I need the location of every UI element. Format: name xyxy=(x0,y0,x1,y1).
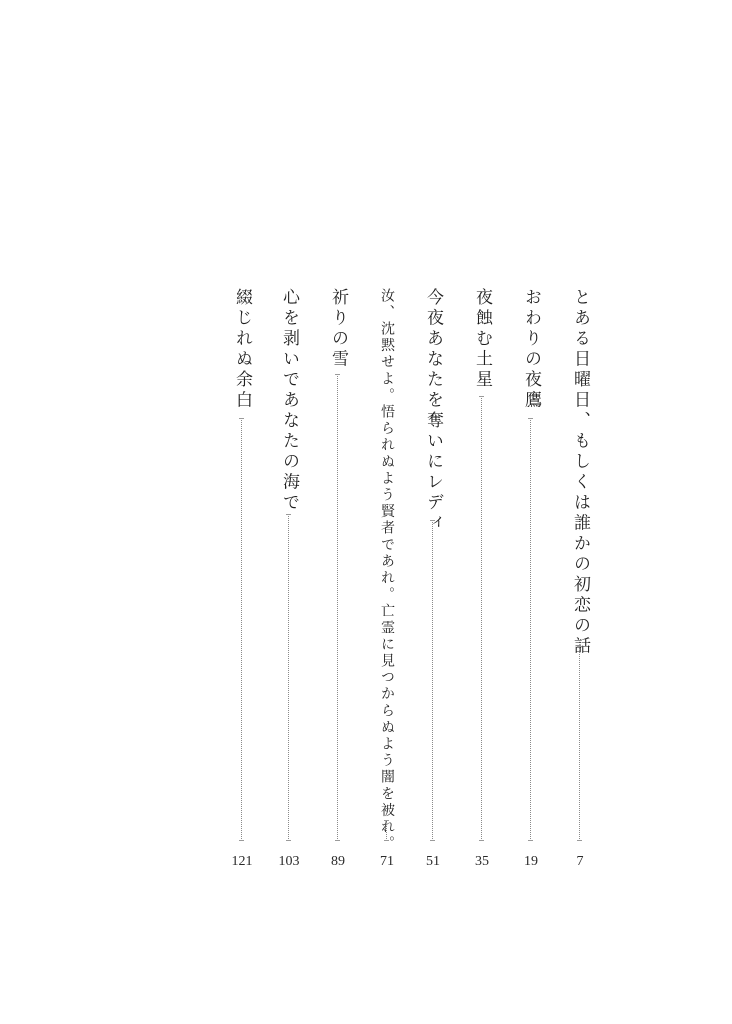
toc-page-number: 71 xyxy=(380,854,394,869)
toc-page-number: 19 xyxy=(524,854,538,869)
dotted-leader xyxy=(337,374,338,841)
toc-entry-title: 心を剥いであなたの海で xyxy=(279,288,299,514)
toc-entry[interactable] xyxy=(323,288,353,888)
dotted-leader xyxy=(386,820,387,841)
toc-entry[interactable] xyxy=(418,288,448,888)
toc-entry[interactable] xyxy=(467,288,497,888)
toc-entry-title: おわりの夜鷹 xyxy=(521,288,541,411)
dotted-leader xyxy=(530,418,531,841)
dotted-leader xyxy=(432,520,433,841)
toc-entry-title: 今夜あなたを奪いにレディ xyxy=(423,288,443,534)
toc-entry-title: 汝、沈黙せよ。悟られぬよう賢者であれ。亡霊に見つからぬよう闇を被れ。 xyxy=(379,288,395,853)
toc-page-number: 121 xyxy=(231,854,253,869)
dotted-leader xyxy=(241,418,242,841)
toc-entry-title: 夜蝕む土星 xyxy=(472,288,492,391)
toc-page-number: 51 xyxy=(426,854,440,869)
dotted-leader xyxy=(481,396,482,841)
toc-entry[interactable] xyxy=(565,288,595,888)
toc-page-number: 35 xyxy=(475,854,489,869)
toc-entry-title: とある日曜日、もしくは誰かの初恋の話 xyxy=(570,288,590,657)
dotted-leader xyxy=(288,514,289,841)
toc-entry[interactable] xyxy=(274,288,304,888)
toc-entry[interactable] xyxy=(227,288,257,888)
toc-entry[interactable] xyxy=(516,288,546,888)
toc-entry[interactable] xyxy=(372,288,402,888)
toc-entry-title: 祈りの雪 xyxy=(328,288,348,370)
toc-entry-title: 綴じれぬ余白 xyxy=(232,288,252,411)
toc-page-number: 7 xyxy=(576,854,584,869)
toc-page-number: 103 xyxy=(278,854,300,869)
toc-page-number: 89 xyxy=(331,854,345,869)
dotted-leader xyxy=(579,646,580,841)
